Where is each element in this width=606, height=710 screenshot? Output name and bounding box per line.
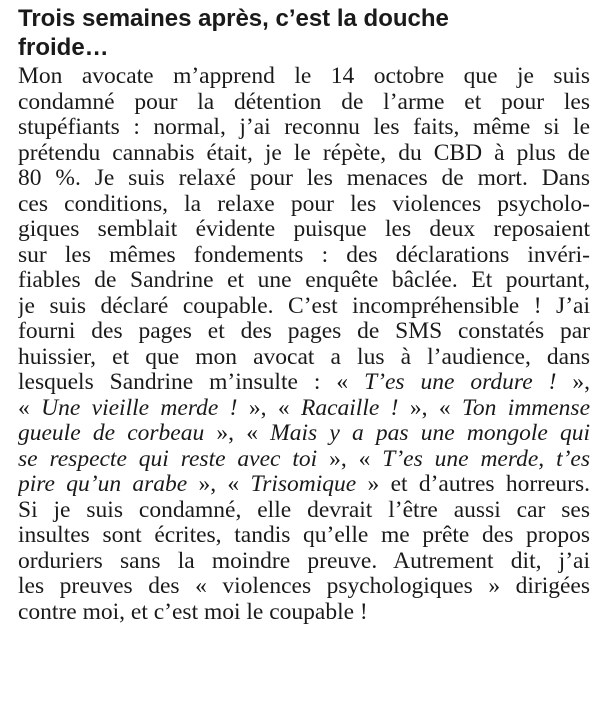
body-text-run: 80 %. Je suis relaxé pour les menaces de mort. Dans [18,166,590,191]
body-text-run: » et d’autres horreurs. [356,472,590,497]
heading-line: froide… [18,34,109,61]
body-text-run: condamné pour la détention de l’arme et pour les [18,89,590,115]
body-text-run: », « [204,421,271,446]
quoted-insult: T’es une merde, t’es [382,446,590,472]
quoted-insult: gueule de corbeau [18,421,205,446]
quoted-insult: pire qu’un arabe [18,472,188,497]
body-line [18,64,590,90]
quoted-insult: Une vieille merde ! [41,395,238,421]
body-line [18,217,590,243]
body-line [18,549,590,575]
body-text-run: ces conditions, la relaxe pour les violences psycholo- [18,191,590,217]
body-text-run: », [556,370,590,395]
body-text-run: les preuves des « violences psychologiques » dirigées [18,574,590,599]
body-line [18,523,590,549]
body-line [18,243,590,269]
body-text-run: », « [398,395,462,421]
body-text-run: », « [237,395,301,421]
body-line [18,574,590,600]
quoted-insult: Ton immense [462,395,590,421]
body-line [18,600,590,626]
body-line [18,115,590,141]
article-heading [18,4,590,62]
body-text-run: lesquels Sandrine m’insulte : « [18,370,365,395]
body-text-run: », « [317,446,383,472]
quoted-insult: T’es une ordure ! [364,370,557,395]
body-text-run: insultes sont écrites, tandis qu’elle me prête des propos [18,523,590,548]
body-text-run: fiables de Sandrine et une enquête bâclée. Et pourtant, [18,268,590,293]
body-line [18,319,590,345]
body-text-run: sur les mêmes fondements : des déclarations invéri- [18,242,590,268]
body-line [18,472,590,498]
heading-line: Trois semaines après, c’est la douche [18,5,449,32]
body-text-run: contre moi, et c’est moi le coupable ! [18,599,368,625]
body-text-run: je suis déclaré coupable. C’est incompréhensible ! J’ai [18,293,590,319]
body-text-run: Si je suis condamné, elle devrait l’être aussi car ses [18,497,590,523]
body-line [18,166,590,192]
body-text-run: orduriers sans la moindre preuve. Autrement dit, j’ai [18,548,590,574]
quoted-insult: Mais y a pas une mongole qui [270,421,590,446]
quoted-insult: Trisomique [250,472,357,497]
body-line [18,192,590,218]
body-text-run: fourni des pages et des pages de SMS constatés par [18,319,590,344]
body-line [18,141,590,167]
body-line [18,345,590,371]
quoted-insult: se respecte qui reste avec toi [18,446,318,472]
body-text-run: stupéfiants : normal, j’ai reconnu les faits, même si le [18,115,590,140]
body-line [18,447,590,473]
body-line [18,268,590,294]
body-line [18,498,590,524]
quoted-insult: Racaille ! [300,395,399,421]
body-text-run: « [18,395,42,421]
body-text-run: huissier, et que mon avocat a lus à l’audience, dans [18,344,590,370]
body-text-run: », « [187,472,251,497]
body-line [18,90,590,116]
body-text-run: Mon avocate m’apprend le 14 octobre que je suis [18,64,590,89]
body-text-run: prétendu cannabis était, je le répète, du CBD à plus de [18,140,590,166]
article [18,4,590,625]
body-text-run: giques semblait évidente puisque les deux reposaient [18,217,590,242]
body-line [18,294,590,320]
body-line [18,421,590,447]
body-line [18,396,590,422]
body-line [18,370,590,396]
article-body [18,64,590,625]
